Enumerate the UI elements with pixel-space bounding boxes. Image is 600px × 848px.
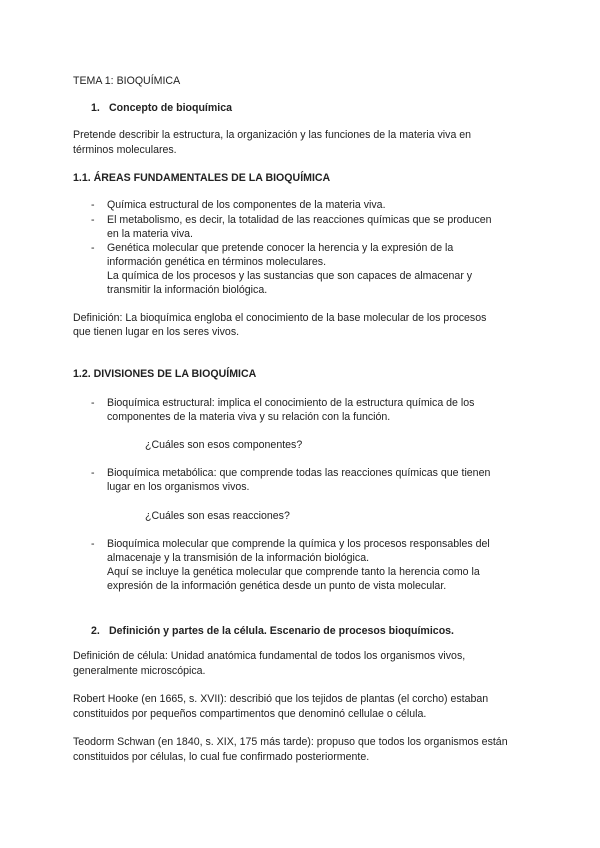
paragraph-line: Definición de célula: Unidad anatómica fundamental de todos los organismos vivos, bbox=[73, 650, 466, 662]
list-item-line: almacenaje y la transmisión de la información biológica. bbox=[107, 552, 370, 564]
list-item-line: Aquí se incluye la genética molecular que comprende tanto la herencia como la bbox=[107, 566, 480, 578]
list-item-line: Bioquímica molecular que comprende la química y los procesos responsables del bbox=[107, 538, 490, 550]
section-1-number: 1. bbox=[91, 102, 100, 114]
paragraph-line: generalmente microscópica. bbox=[73, 665, 206, 677]
definition-line: que tienen lugar en los seres vivos. bbox=[73, 326, 240, 338]
paragraph-line: Pretende describir la estructura, la organización y las funciones de la materia viva en bbox=[73, 129, 472, 141]
question-line: ¿Cuáles son esas reacciones? bbox=[145, 510, 290, 522]
paragraph-line: constituidos por pequeños compartimentos que denominó cellulae o célula. bbox=[73, 708, 427, 720]
bullet-marker: - bbox=[91, 538, 95, 550]
list-item-line: El metabolismo, es decir, la totalidad de las reacciones químicas que se producen bbox=[107, 214, 492, 226]
list-item-line: Bioquímica estructural: implica el conocimiento de la estructura química de los bbox=[107, 397, 475, 409]
list-item-line: Genética molecular que pretende conocer la herencia y la expresión de la bbox=[107, 242, 454, 254]
section-1-1-heading: 1.1. ÁREAS FUNDAMENTALES DE LA BIOQUÍMICA bbox=[73, 172, 331, 184]
list-item-line: Química estructural de los componentes de la materia viva. bbox=[107, 199, 386, 211]
list-item-line: información genética en términos moleculares. bbox=[107, 256, 327, 268]
list-item-line: expresión de la información genética desde un punto de vista molecular. bbox=[107, 580, 447, 592]
definition-line: Definición: La bioquímica engloba el conocimiento de la base molecular de los procesos bbox=[73, 312, 487, 324]
paragraph-line: constituidos por células, lo cual fue confirmado posteriormente. bbox=[73, 751, 370, 763]
list-item-line: componentes de la materia viva y su relación con la función. bbox=[107, 411, 391, 423]
question-line: ¿Cuáles son esos componentes? bbox=[145, 439, 303, 451]
list-item-line: transmitir la información biológica. bbox=[107, 284, 268, 296]
list-item-line: en la materia viva. bbox=[107, 228, 193, 240]
bullet-marker: - bbox=[91, 242, 95, 254]
section-2-heading: Definición y partes de la célula. Escenario de procesos bioquímicos. bbox=[109, 625, 454, 637]
bullet-marker: - bbox=[91, 199, 95, 211]
section-2-number: 2. bbox=[91, 625, 100, 637]
bullet-marker: - bbox=[91, 214, 95, 226]
list-item-line: La química de los procesos y las sustancias que son capaces de almacenar y bbox=[107, 270, 473, 282]
list-item-line: lugar en los organismos vivos. bbox=[107, 481, 250, 493]
section-1-heading: Concepto de bioquímica bbox=[109, 102, 233, 114]
paragraph-line: Teodorm Schwan (en 1840, s. XIX, 175 más tarde): propuso que todos los organismos están bbox=[73, 736, 508, 748]
bullet-marker: - bbox=[91, 467, 95, 479]
section-1-2-heading: 1.2. DIVISIONES DE LA BIOQUÍMICA bbox=[73, 368, 257, 380]
paragraph-line: términos moleculares. bbox=[73, 144, 177, 156]
document-title: TEMA 1: BIOQUÍMICA bbox=[73, 75, 181, 87]
list-item-line: Bioquímica metabólica: que comprende todas las reacciones químicas que tienen bbox=[107, 467, 491, 479]
bullet-marker: - bbox=[91, 397, 95, 409]
paragraph-line: Robert Hooke (en 1665, s. XVII): describió que los tejidos de plantas (el corcho) estaban bbox=[73, 693, 489, 705]
